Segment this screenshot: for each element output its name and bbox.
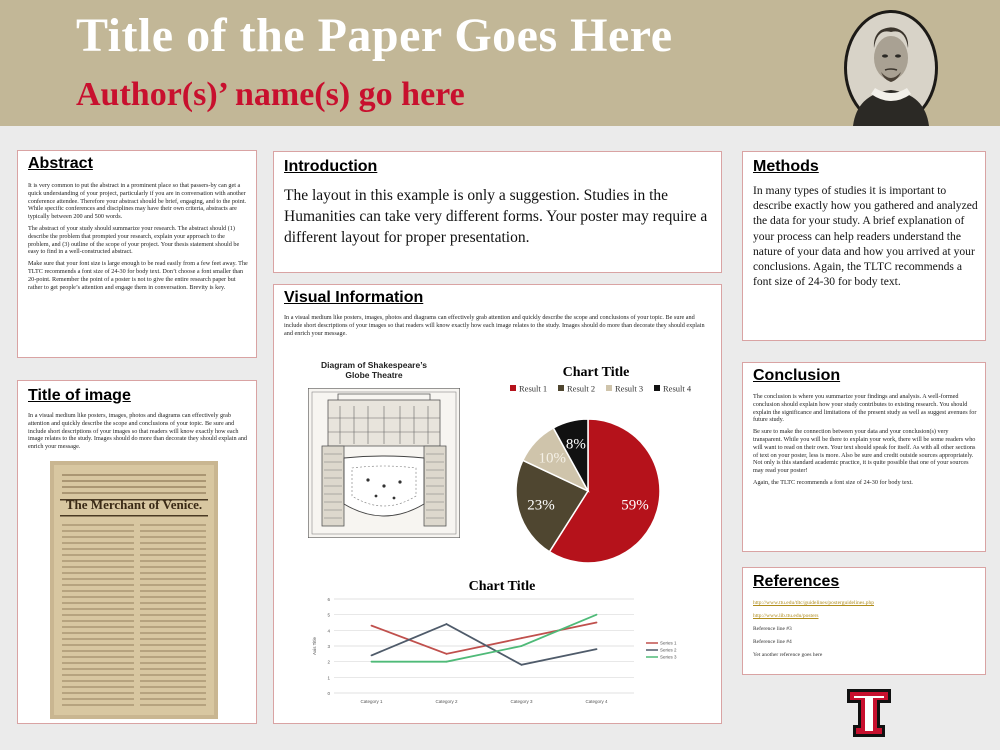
- line-series-1: [372, 623, 597, 654]
- line-series-3-point: [446, 661, 448, 663]
- line-series-1-point: [446, 653, 448, 655]
- methods-panel: [742, 151, 986, 341]
- line-series-2-point: [596, 648, 598, 650]
- pie-slice-label-4: 8%: [565, 436, 586, 453]
- abstract-paragraph-2: The abstract of your study should summarize your research. The abstract should (1) describe the problem that prompted your research, explain your approach to the problem, and (3) outline of the scope of your project. Your thesis statement should be easy to find in a well-constructed abstract.: [28, 224, 240, 256]
- pie-chart-legend: [506, 381, 716, 397]
- line-series-1-point: [596, 622, 598, 624]
- methods-text: In many types of studies it is important to describe exactly how you gathered and analyzed the data for your study. A brief explanation of your process can help readers understand the nature of your data and how you arrived at your conclusions. Again, the TLTC recommends a font size of 24-30 for body text.: [753, 184, 978, 289]
- pie-chart-title: Chart Title: [562, 365, 630, 380]
- line-chart-y-tick: 5: [327, 612, 330, 618]
- poster-authors: Author(s)’ name(s) go here: [76, 76, 465, 113]
- pie-legend-label-3: Result 3: [615, 383, 644, 394]
- abstract-paragraph-3: Make sure that your font size is large enough to be read easily from a few feet away. The TLTC recommends a font size of 24-30 for body text. Don’t choose a font smaller than 20-point. Remember the point of a poster is not to give the entire research paper but rather to get people’s attention and engage them in conversation. Brevity is key.: [28, 260, 248, 291]
- line-legend-label-3: Series 3: [660, 654, 677, 660]
- conclusion-paragraph-2: Be sure to make the connection between your data and your conclusion(s) very transparent. While you will be there to explain your work, there will be some readers who will want to read on their own. Your text should speak for itself. As with all other sections of text on your poster, less is more. Also be sure and credit outside sources appropriately. Not only is this standard academic practice, it is quite possible that one of your sources may read your poster!: [753, 428, 976, 475]
- line-series-2-point: [446, 623, 448, 625]
- pie-legend-label-1: Result 1: [519, 383, 548, 394]
- line-chart-x-tick: Category 4: [585, 699, 608, 704]
- pie-chart: [506, 401, 686, 567]
- line-chart-y-tick: 4: [327, 628, 330, 634]
- visual-information-panel: [273, 284, 722, 724]
- line-chart-y-tick: 6: [327, 597, 330, 602]
- introduction-panel: [273, 151, 722, 273]
- pie-legend-swatch-1: [510, 385, 516, 391]
- line-chart-y-axis-title: Axis Title: [312, 636, 317, 656]
- pie-legend-swatch-4: [654, 385, 660, 391]
- line-chart: [304, 593, 704, 721]
- conclusion-heading: Conclusion: [753, 367, 841, 384]
- introduction-text: The layout in this example is only a suggestion. Studies in the Humanities can take very different forms. Your poster may require a different layout for proper presentation.: [284, 187, 708, 246]
- line-series-3-point: [596, 614, 598, 616]
- poster-title: Title of the Paper Goes Here: [76, 9, 673, 62]
- pie-slice-label-1: 59%: [621, 497, 649, 514]
- line-legend-label-1: Series 1: [660, 640, 677, 646]
- line-chart-x-tick: Category 2: [435, 699, 458, 704]
- globe-diagram-title: Diagram of Shakespeare’s Globe Theatre: [321, 360, 427, 380]
- texas-tech-double-t-logo-icon: [846, 688, 892, 738]
- references-panel: [742, 567, 986, 675]
- line-series-2-point: [521, 664, 523, 666]
- visual-information-text: In a visual medium like posters, images, photos and diagrams can effectively grab attention and quickly describe the scope and conclusions of your topic. Be sure and include short descriptions of your images so that readers will know exactly how each image relates to the study. Images should do more than decorate they should explain and enrich your message.: [284, 314, 705, 337]
- pie-legend-swatch-3: [606, 385, 612, 391]
- line-chart-x-tick: Category 3: [510, 699, 533, 704]
- line-legend-label-2: Series 2: [660, 647, 677, 653]
- references-heading: References: [753, 573, 840, 590]
- abstract-paragraph-1: It is very common to put the abstract in a prominent place so that passers-by can get a quick understanding of your project, particularly if you are in conversation with another conference attendee. Therefore your abstract should be brief, engaging, and to the point. While specific conferences and disciplines may have their own criteria, abstracts are typically between 200 and 500 words.: [28, 182, 247, 221]
- line-series-1-point: [371, 625, 373, 627]
- poster-header: [0, 0, 1000, 126]
- line-series-3-point: [371, 661, 373, 663]
- reference-item-1[interactable]: http://www.ttu.edu/tltc/guidelines/posterguidelines.php: [753, 600, 874, 606]
- conclusion-paragraph-1: The conclusion is where you summarize your findings and analysis. A well-formed conclusion should explain how your study contributes to existing research. You should explain the significance and limitations of the present study as well as suggest avenues for future study.: [753, 393, 977, 424]
- merchant-of-venice-caption: The Merchant of Venice.: [65, 497, 203, 512]
- conclusion-paragraph-3: Again, the TLTC recommends a font size of 24-30 for body text.: [753, 478, 913, 486]
- image-panel-paragraph: In a visual medium like posters, images, photos and diagrams can effectively grab attention and quickly describe the scope and conclusions of your topic. Be sure and include short descriptions of your images so that readers will know exactly how each image relates to the study. Images should do more than decorate they should explain and enrich your message.: [28, 412, 248, 451]
- line-chart-y-tick: 3: [327, 644, 330, 649]
- line-chart-title: Chart Title: [468, 579, 536, 594]
- pie-slice-label-3: 10%: [538, 450, 567, 467]
- abstract-heading: Abstract: [28, 155, 93, 172]
- image-panel-heading: Title of image: [28, 387, 131, 404]
- image-panel: [17, 380, 257, 724]
- line-chart-y-tick: 2: [327, 659, 330, 665]
- globe-theatre-diagram: [308, 388, 460, 538]
- line-series-1-point: [521, 637, 523, 639]
- pie-legend-label-4: Result 4: [663, 383, 692, 394]
- pie-slice-label-2: 23%: [527, 497, 555, 514]
- conclusion-panel: [742, 362, 986, 552]
- visual-information-heading: Visual Information: [284, 289, 424, 306]
- line-series-3-point: [521, 645, 523, 647]
- shakespeare-portrait-icon: [843, 8, 939, 126]
- line-chart-y-tick: 1: [327, 675, 330, 681]
- reference-item-3: Reference line #3: [753, 626, 792, 632]
- abstract-panel: [17, 150, 257, 358]
- pie-legend-label-2: Result 2: [567, 383, 596, 394]
- reference-item-4: Reference line #4: [753, 639, 792, 645]
- line-series-2-point: [371, 655, 373, 657]
- pie-legend-swatch-2: [558, 385, 564, 391]
- reference-item-2[interactable]: http://www.lib.ttu.edu/posters: [753, 613, 819, 619]
- methods-heading: Methods: [753, 158, 819, 175]
- line-chart-x-tick: Category 1: [360, 699, 383, 704]
- introduction-heading: Introduction: [284, 158, 378, 175]
- reference-item-5: Yet another reference goes here: [753, 652, 823, 658]
- line-chart-y-tick: 0: [327, 691, 330, 696]
